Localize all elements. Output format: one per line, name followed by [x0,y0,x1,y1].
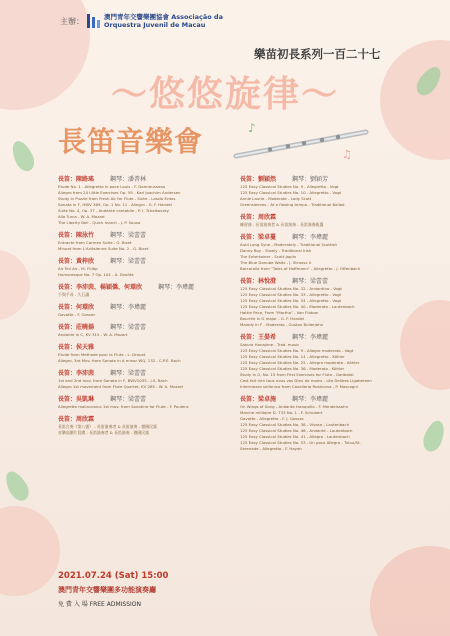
pianist-name: 鋼琴：梁蕾蕾 [110,258,147,265]
performer-block [240,277,440,328]
program-piece: 千與千尋 - 久石讓 [58,292,90,297]
performer-block [58,303,238,318]
performer-block [58,283,238,298]
performer-name: 長笛：黃梓欣 [58,258,95,265]
program-piece: The Liberty Bell - Quick march - J. P. Sousa [58,220,141,225]
program-piece: Intermezzo sinfonico from Cavalleria Rusticana - P. Mascagni [240,384,358,389]
performer-block [58,369,238,390]
performer-heading [58,175,238,184]
pianist-name: 鋼琴：梁蕾蕾 [110,324,147,331]
performer-heading [58,283,238,292]
program-piece: Study in G, No. 15 from First Exercises for Flute - Garibaldi [240,372,354,377]
decor-blob [0,506,60,596]
performer-block [240,395,440,452]
program-piece: Sakura Hanajime - Trad. music [240,342,300,347]
leaf-decoration [8,138,38,175]
program-piece: 125 Easy Classical Studies No. 9 - Allegretto - Vogt [240,184,339,189]
program-piece: Barcarolle from "Tales of Hoffmann" - Allegretto - J. Offenbach [240,266,361,271]
decor-blob [370,546,450,636]
organizer-label: 主辦： [60,17,84,26]
program-piece: Marche militaire D. 733 No. 1 - F. Schubert [240,410,323,415]
program-piece: Cest fait rien tous nous vos Dieu de moins - Léo Delibes Ligabeteen [240,378,372,383]
concert-title: ～悠悠旋律～ [110,73,339,115]
poster-header [60,10,440,61]
program-piece: On Wings of Song - Andante tranquillo - F. Mendelssohn [240,404,349,409]
performer-name: 長笛：陳路瑤 [58,176,95,183]
performer-heading [58,257,238,266]
performer-heading [240,213,440,222]
concert-subtitle: 長笛音樂會 [58,125,204,158]
program-piece: Auld Lang Syne - Moderately - Traditional Scottish [240,242,338,247]
performer-name: 長笛：劉穎然 [240,176,277,183]
program-piece: 長笛合奏《第八號》 - 長笛演奏者 & 長笛演奏 - 德國民謠 [58,424,157,429]
performer-block [58,175,238,226]
pianist-name: 鋼琴：李瑋麗 [158,284,195,291]
program-piece: Etude from Methode pour la Flute - L. Drouet [58,352,146,357]
performer-name: 長笛：林悅澄 [240,278,277,285]
pianist-name: 鋼琴：劉穎芳 [292,176,329,183]
performer-name: 長笛：陳泳竹 [58,232,95,239]
performer-name: 長笛：李沛茵、楊穎僑、何璟欣 [58,284,143,291]
performer-heading [240,233,440,242]
performer-block [240,233,440,272]
program-piece: 1st and 2nd mov. from Sonata in F, BWV1035 - J.S. Bach [58,378,168,383]
series-title: 樂苗初長系列一百二十七 [254,47,381,61]
program-piece: 125 Easy Classical Studies No. 38 - Vivace - Lautenbach [240,422,350,427]
svg-text:♪: ♪ [248,121,256,135]
program-piece: 125 Easy Classical Studies No. 10 - Allegretto - Vogt [240,190,342,195]
performer-block [58,343,238,364]
program-piece: Danny Boy - Slowly - Traditional Irish [240,248,312,253]
performer-heading [58,231,238,240]
program-piece: Allegro, 3rd Mov. from Sonata in A minor WQ. 132 - C.P.E. Bach [58,358,181,363]
organizer-name: 澳門青年交響樂團協會 Associação da Orquestra Juvenil de Macau [104,13,223,29]
event-info [58,571,258,608]
program-piece: 125 Easy Classical Studies No. 9 - Allegro moderato - Vogt [240,348,354,353]
performer-name: 長笛：梁卓施 [240,396,277,403]
performer-heading [58,343,238,352]
program-piece: Hattie Pace, From "Martha" - Von Flotow [240,310,318,315]
performer-name: 長笛：周欣霖 [240,214,277,221]
program-piece: Greensleeves - At a flowing tempo - Traditional Ballad [240,202,345,207]
program-piece: The Blue Danube Waltz - J. Strauss II [240,260,311,265]
program-piece: 125 Easy Classical Studies No. 53 - Un poco Allegro - Tulou/St. [240,440,361,445]
performer-block [240,333,440,390]
program-piece: Suite No. 4, Op. 37 - Andante cantabile - P. I. Tchaikovsky [58,208,169,213]
performer-name: 長笛：李沛茵 [58,370,95,377]
pianist-name: 鋼琴：梁蕾蕾 [292,278,329,285]
program-piece: Allegro from 24 Little Exercises Op. 59 - Karl Joachim Andersen [58,190,181,195]
program-piece: 125 Easy Classical Studies No. 40 - Moderato - Lautenbach [240,304,355,309]
pianist-name: 鋼琴：潘普林 [110,176,147,183]
program-piece: Study in Puzzle from Fresh Air for Flute - Suite - Laszlo Erdos [58,196,176,201]
program-piece: Entracte from Carmen Suite - G. Bizet [58,240,132,245]
program-piece: Gavotte - F. Gossec [58,312,96,317]
performer-heading [58,303,238,312]
program-piece: Andante in C, KV 315 - W. A. Mozart [58,332,128,337]
performer-heading [58,323,238,332]
performer-name: 長笛：何璟欣 [58,304,95,311]
performer-name: 長笛：侯天雅 [58,344,95,351]
performer-block [58,257,238,278]
performer-block [58,323,238,338]
performer-block [240,213,440,228]
program-piece: Humoresque No. 7 Op. 101 - A. Dvořák [58,272,134,277]
program-piece: Air Tell Air - M. Fülöp [58,266,98,271]
program-piece: Gavotte - Allegretto - F. J. Gossec [240,416,304,421]
program-piece: 練習曲 - 長笛演奏者 & 長笛演奏 - 長笛演奏曲選 [240,222,324,227]
program-piece: Etude No. 1 - Allegretto in pace Louis - F. Damrausseau [58,184,166,189]
program-piece: 125 Easy Classical Studies No. 36 - Moderato - Köhler [240,366,345,371]
program-piece: 125 Easy Classical Studies No. 41 - Allegro - Lautenbach [240,434,350,439]
program-piece: Alla Turca - W. A. Mozart [58,214,105,219]
pianist-name: 鋼琴：梁蕾蕾 [110,232,147,239]
performer-name: 長笛：吳凱琳 [58,396,95,403]
pianist-name: 鋼琴：李瑋麗 [292,334,329,341]
program-left-column [58,175,238,441]
performer-block [58,231,238,252]
program-piece: Sonata in F, HWV 369, Op. 1 No. 11 - Allegro - G. F. Handel [58,202,172,207]
program-piece: Annie Laurie - Moderate - Lady Scott [240,196,312,201]
program-piece: 125 Easy Classical Studies No. 34 - Allegretto - Vogt [240,298,342,303]
program-piece: 125 Easy Classical Studies No. 33 - Allegretto - Vogt [240,292,342,297]
program-right-column [240,175,440,457]
program-piece: Minuet from L'Arlésienne Suite No. 2 - G. Bizet [58,246,149,251]
svg-text:♫: ♫ [342,148,352,161]
performer-block [58,395,238,410]
orchestra-logo-icon [86,12,102,30]
performer-heading [240,175,440,184]
program-piece: 125 Easy Classical Studies No. 14 - Allegretto - Köhler [240,354,345,359]
event-venue: 澳門青年交響樂團多功能演奏廳 [58,586,156,594]
pianist-name: 鋼琴：梁蕾蕾 [110,370,147,377]
performer-block [240,175,440,208]
event-date: 2021.07.24 (Sat) 15:00 [58,571,169,581]
performer-heading [58,415,238,424]
performer-heading [240,333,440,342]
program-piece: Malady in F - Moderato - Gustav Bullerjahn [240,322,324,327]
admission-note: 免 費 入 場 FREE ADMISSION [58,601,142,608]
program-piece: 125 Easy Classical Studies No. 25 - Allegro moderato - Köhler [240,360,360,365]
program-piece: 125 Easy Classical Studies No. 46 - Andante - Lautenbach [240,428,353,433]
pianist-name: 鋼琴：李瑋麗 [110,304,147,311]
program-piece: Bourrée in G major - G. F. Handel [240,316,305,321]
leaf-decoration [1,468,33,505]
performer-heading [240,277,440,286]
program-piece: 125 Easy Classical Studies No. 32 - Andantino - Vogt [240,286,342,291]
pianist-name: 鋼琴：梁蕾蕾 [110,396,147,403]
performer-name: 長笛：周欣霖 [58,416,95,423]
performer-name: 長笛：王晏希 [240,334,277,341]
decor-blob [0,250,30,320]
pianist-name: 鋼琴：李瑋麗 [292,234,329,241]
performer-heading [58,369,238,378]
program-piece: Serenade - Allegretto - F. Haydn [240,446,302,451]
performer-heading [240,395,440,404]
performer-name: 長笛：梁卓蔓 [240,234,277,241]
program-piece: Allegretto malinconico 1st mov. from Sonatine for Flute - F. Poulenc [58,404,189,409]
performer-block [58,415,238,436]
program-piece: 音樂高潮片段總 - 長笛演奏者 & 長笛演奏 - 德國民謠 [58,430,150,435]
pianist-name: 鋼琴：李瑋麗 [292,396,329,403]
program-piece: The Entertainer - Scott Joplin [240,254,297,259]
performer-name: 長笛：莊曉揚 [58,324,95,331]
program-piece: Allegro 1st movement from Flute Quartet, KV 285 - W. A. Mozart [58,384,184,389]
flute-illustration [230,118,370,166]
performer-heading [58,395,238,404]
